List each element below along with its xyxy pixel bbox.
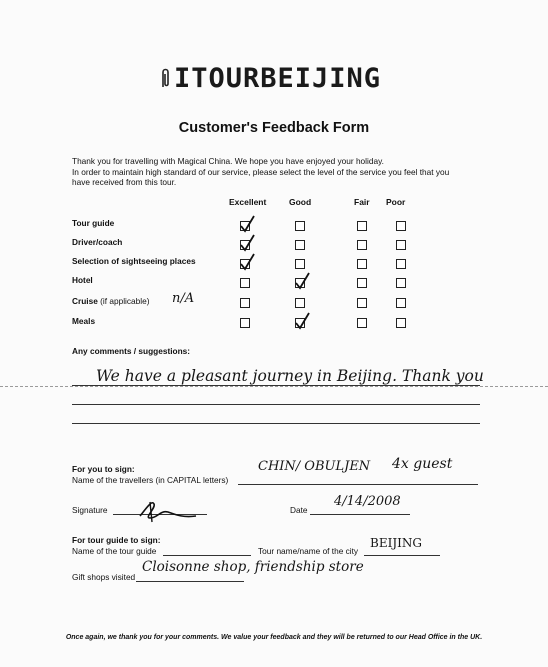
guide-sign-heading: For tour guide to sign:: [72, 535, 161, 545]
signature-label: Signature: [72, 505, 108, 515]
handwritten-date: 4/14/2008: [334, 494, 401, 509]
col-header-poor: Poor: [386, 197, 406, 207]
rating-checkbox-fair[interactable]: [357, 259, 367, 269]
intro-line: have received from this tour.: [72, 177, 177, 187]
comment-line: [72, 404, 480, 405]
paper-clip-icon: [160, 67, 170, 89]
col-header-excellent: Excellent: [229, 197, 267, 207]
rating-checkbox-fair[interactable]: [357, 278, 367, 288]
traveller-name-label: Name of the travellers (in CAPITAL letters): [72, 475, 229, 485]
row-label-cruise: [72, 296, 150, 306]
rating-checkbox-excellent[interactable]: [240, 298, 250, 308]
rating-checkbox-poor[interactable]: [396, 240, 406, 250]
rating-checkbox-excellent[interactable]: [240, 221, 250, 231]
footer-note: Once again, we thank you for your comments. We value your feedback and they will be returned to our Head Office in the UK.: [65, 634, 483, 641]
intro-line: Thank you for travelling with Magical China. We hope you have enjoyed your holiday.: [72, 156, 384, 166]
row-label-meals: Meals: [72, 316, 96, 326]
col-header-fair: Fair: [354, 197, 370, 207]
intro-line: In order to maintain high standard of our service, please select the level of the service you feel that you: [72, 166, 450, 177]
guide-name-label: Name of the tour guide: [72, 546, 157, 556]
tour-name-line: [364, 555, 440, 556]
comments-label: Any comments / suggestions:: [72, 346, 191, 356]
date-line: [310, 514, 410, 515]
rating-checkbox-excellent[interactable]: [240, 259, 250, 269]
logo: [160, 58, 381, 98]
rating-checkbox-poor[interactable]: [396, 318, 406, 328]
rating-checkbox-fair[interactable]: [357, 298, 367, 308]
date-label: Date: [290, 505, 308, 515]
traveller-sign-heading: For you to sign:: [72, 464, 135, 474]
tour-name-label: Tour name/name of the city: [258, 546, 359, 556]
rating-checkbox-poor[interactable]: [396, 278, 406, 288]
rating-checkbox-poor[interactable]: [396, 259, 406, 269]
gift-shops-label: Gift shops visited: [72, 572, 136, 582]
rating-checkbox-good[interactable]: [295, 278, 305, 288]
logo-text: ITOURBEIJING: [174, 62, 382, 94]
row-label-cruise-note: (if applicable): [100, 296, 150, 306]
row-label-tour-guide: Tour guide: [72, 218, 115, 228]
handwritten-comment: We have a pleasant journey in Beijing. Thank you: [96, 367, 484, 385]
handwritten-traveller-name: CHIN/ OBULJEN: [258, 459, 371, 474]
rating-checkbox-good[interactable]: [295, 240, 305, 250]
handwritten-gift-shops: Cloisonne shop, friendship store: [142, 559, 364, 575]
row-label-sightseeing: Selection of sightseeing places: [72, 256, 196, 266]
row-label-cruise-text: Cruise: [72, 296, 98, 306]
col-header-good: Good: [289, 197, 312, 207]
rating-checkbox-good[interactable]: [295, 259, 305, 269]
fold-line: [0, 386, 548, 387]
handwritten-guest-count: 4x guest: [392, 456, 453, 472]
handwritten-cruise-na: n/A: [172, 291, 195, 306]
rating-checkbox-good[interactable]: [295, 221, 305, 231]
rating-checkbox-poor[interactable]: [396, 221, 406, 231]
rating-checkbox-excellent[interactable]: [240, 240, 250, 250]
handwritten-tour-name: BEIJING: [370, 536, 422, 550]
form-title: Customer's Feedback Form: [178, 120, 370, 136]
row-label-driver: Driver/coach: [72, 237, 123, 247]
rating-checkbox-fair[interactable]: [357, 240, 367, 250]
signature-line: [113, 514, 207, 515]
traveller-name-line: [238, 484, 478, 485]
rating-checkbox-excellent[interactable]: [240, 318, 250, 328]
rating-checkbox-good[interactable]: [295, 298, 305, 308]
rating-checkbox-good[interactable]: [295, 318, 305, 328]
guide-name-line: [163, 555, 251, 556]
rating-checkbox-poor[interactable]: [396, 298, 406, 308]
row-label-hotel: Hotel: [72, 275, 93, 285]
rating-checkbox-excellent[interactable]: [240, 278, 250, 288]
rating-checkbox-fair[interactable]: [357, 318, 367, 328]
comment-line: [72, 423, 480, 424]
intro-text: [72, 156, 492, 188]
rating-checkbox-fair[interactable]: [357, 221, 367, 231]
gift-shops-line: [136, 581, 244, 582]
